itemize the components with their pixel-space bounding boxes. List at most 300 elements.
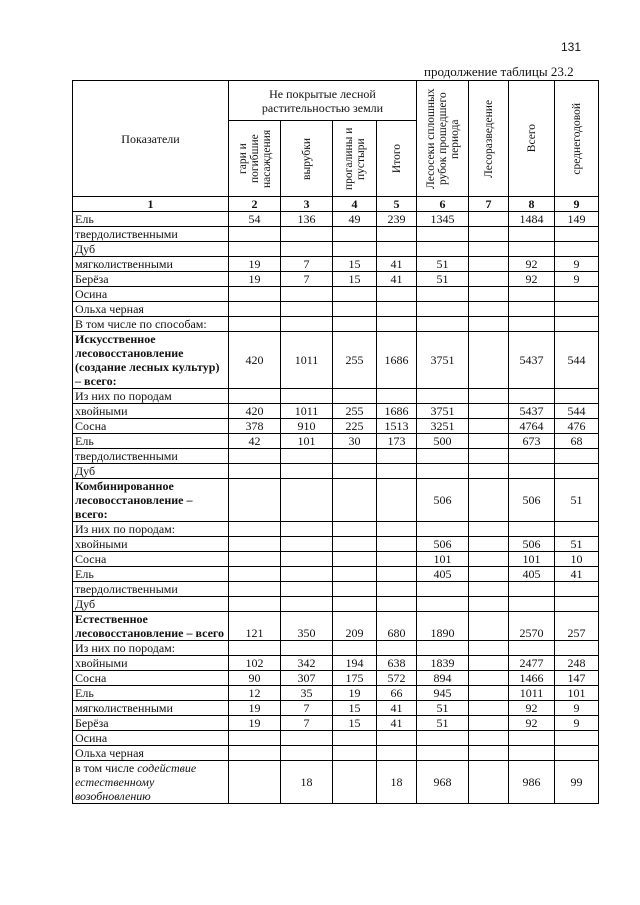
table-cell [281,537,333,552]
row-label: Из них по породам [73,389,229,404]
table-row [73,434,599,449]
table-cell: 19 [229,716,281,731]
table-cell: 15 [333,257,377,272]
row-label: твердолиственными [73,582,229,597]
table-cell: 1011 [509,686,555,701]
table-cell: 378 [229,419,281,434]
row-label: Ольха черная [73,746,229,761]
table-cell: 51 [417,257,469,272]
table-cell: 248 [555,656,599,671]
table-cell: 3751 [417,332,469,389]
table-cell [417,597,469,612]
column-number: 9 [555,197,599,212]
table-cell [377,641,417,656]
table-cell [281,464,333,479]
table-cell [281,479,333,522]
table-cell [555,242,599,257]
table-cell [417,731,469,746]
table-cell [281,522,333,537]
table-cell [469,716,509,731]
table-row [73,701,599,716]
row-label: Сосна [73,552,229,567]
table-cell [469,434,509,449]
table-cell: 209 [333,612,377,641]
table-cell [555,287,599,302]
table-cell [333,746,377,761]
table-cell [281,597,333,612]
table-cell [509,242,555,257]
table-cell [417,389,469,404]
table-cell: 544 [555,332,599,389]
header-col-6: Лесосеки сплошных рубок прошедшего периода [417,81,469,197]
table-cell: 41 [377,716,417,731]
table-cell [333,389,377,404]
table-cell [229,242,281,257]
table-row [73,612,599,641]
table-cell [229,317,281,332]
row-label: Ель [73,434,229,449]
table-cell [229,597,281,612]
table-cell [417,227,469,242]
table-row [73,332,599,389]
column-numbers-row [73,197,599,212]
table-cell [417,641,469,656]
table-cell: 9 [555,257,599,272]
table-row [73,522,599,537]
table-cell [509,597,555,612]
table-row [73,537,599,552]
table-cell [333,597,377,612]
table-cell: 49 [333,212,377,227]
table-cell [281,317,333,332]
table-cell: 350 [281,612,333,641]
table-row [73,317,599,332]
table-cell [555,389,599,404]
table-row [73,287,599,302]
table-cell [469,597,509,612]
table-cell: 2570 [509,612,555,641]
column-number: 1 [73,197,229,212]
table-caption: продолжение таблицы 23.2 [424,64,574,79]
table-cell: 1839 [417,656,469,671]
table-cell: 92 [509,716,555,731]
table-cell: 476 [555,419,599,434]
row-label: Сосна [73,419,229,434]
table-cell [281,552,333,567]
table-cell [509,746,555,761]
table-cell [469,302,509,317]
table-cell [229,464,281,479]
table-cell [229,731,281,746]
table-cell [555,449,599,464]
table-row [73,641,599,656]
table-cell: 7 [281,716,333,731]
row-label: твердолиственными [73,449,229,464]
table-cell [333,479,377,522]
table-cell [469,317,509,332]
table-cell: 1011 [281,332,333,389]
row-label: Ель [73,686,229,701]
table-row [73,656,599,671]
table-cell: 544 [555,404,599,419]
table-cell [509,522,555,537]
table-row [73,212,599,227]
table-cell: 1890 [417,612,469,641]
table-cell: 102 [229,656,281,671]
header-col-7: Лесоразведение [469,81,509,197]
column-number: 3 [281,197,333,212]
table-cell [469,671,509,686]
table-cell: 638 [377,656,417,671]
table-cell [555,302,599,317]
table-cell [333,287,377,302]
table-cell [469,656,509,671]
table-cell: 673 [509,434,555,449]
table-cell [229,479,281,522]
table-cell [417,449,469,464]
row-label: Дуб [73,464,229,479]
table-cell: 92 [509,272,555,287]
table-cell [333,464,377,479]
data-table [72,80,599,804]
table-cell: 41 [377,257,417,272]
table-cell [281,731,333,746]
row-label: Берёза [73,272,229,287]
table-cell: 101 [555,686,599,701]
table-cell: 255 [333,404,377,419]
row-label: Из них по породам: [73,641,229,656]
table-cell [469,404,509,419]
table-cell [333,567,377,582]
table-cell [281,287,333,302]
table-cell [555,731,599,746]
header-indicators: Показатели [73,81,229,197]
table-cell: 12 [229,686,281,701]
table-cell: 1686 [377,332,417,389]
table-cell: 19 [333,686,377,701]
table-cell: 51 [417,716,469,731]
table-cell: 101 [417,552,469,567]
table-cell [229,302,281,317]
row-label [73,761,229,804]
table-cell [281,227,333,242]
table-cell [555,582,599,597]
table-cell: 66 [377,686,417,701]
table-cell: 506 [509,479,555,522]
table-cell: 342 [281,656,333,671]
table-cell: 255 [333,332,377,389]
table-cell: 680 [377,612,417,641]
table-cell: 1011 [281,404,333,419]
table-cell: 307 [281,671,333,686]
row-label: Ель [73,212,229,227]
table-cell: 92 [509,701,555,716]
table-cell: 92 [509,257,555,272]
row-label: мягколиственными [73,701,229,716]
table-cell [469,731,509,746]
table-cell [333,537,377,552]
table-cell [377,552,417,567]
table-row [73,227,599,242]
table-cell [555,522,599,537]
row-label: Из них по породам: [73,522,229,537]
row-label: Естественное лесовосстановление – всего [73,612,229,641]
table-cell: 35 [281,686,333,701]
row-label: хвойными [73,656,229,671]
table-row [73,479,599,522]
table-cell [229,641,281,656]
table-cell [469,567,509,582]
row-label: Сосна [73,671,229,686]
row-label: Осина [73,731,229,746]
table-cell: 1484 [509,212,555,227]
table-row [73,567,599,582]
table-cell: 41 [555,567,599,582]
table-cell [377,287,417,302]
table-cell: 968 [417,761,469,804]
table-cell: 1345 [417,212,469,227]
table-cell [555,464,599,479]
table-row [73,716,599,731]
table-cell: 1686 [377,404,417,419]
table-cell: 194 [333,656,377,671]
table-cell: 147 [555,671,599,686]
table-cell [281,242,333,257]
table-cell [377,242,417,257]
table-cell [229,582,281,597]
table-cell: 225 [333,419,377,434]
table-cell [229,449,281,464]
table-cell [417,317,469,332]
table-cell [281,302,333,317]
table-cell [377,389,417,404]
table-cell [555,641,599,656]
table-cell [509,582,555,597]
table-cell [469,212,509,227]
table-cell: 5437 [509,404,555,419]
table-cell: 4764 [509,419,555,434]
table-cell [469,522,509,537]
row-label-italic: содействие естественному возобновлению [75,761,197,803]
row-label: Комбинированное лесовосстановление – всего: [73,479,229,522]
header-col-9: среднегодовой [555,81,599,197]
table-cell [469,582,509,597]
table-cell: 257 [555,612,599,641]
column-number: 4 [333,197,377,212]
table-cell [229,552,281,567]
table-cell [509,389,555,404]
table-cell [417,287,469,302]
table-cell [509,641,555,656]
row-label: Ольха черная [73,302,229,317]
table-cell [469,272,509,287]
table-cell [469,419,509,434]
table-cell [229,567,281,582]
header-col-4: прогалины и пустыри [333,121,377,197]
table-cell: 54 [229,212,281,227]
table-cell: 15 [333,272,377,287]
table-cell [509,302,555,317]
table-cell: 10 [555,552,599,567]
table-cell [469,257,509,272]
column-number: 2 [229,197,281,212]
table-cell: 68 [555,434,599,449]
table-row [73,552,599,567]
table-cell [333,582,377,597]
table-cell [281,449,333,464]
table-cell [509,317,555,332]
table-cell [377,227,417,242]
table-cell: 405 [509,567,555,582]
table-cell: 51 [555,479,599,522]
table-cell: 41 [377,701,417,716]
table-cell: 19 [229,272,281,287]
table-cell [229,389,281,404]
table-cell [333,317,377,332]
table-row [73,671,599,686]
table-cell: 2477 [509,656,555,671]
table-cell: 51 [417,272,469,287]
table-cell [377,731,417,746]
table-cell: 945 [417,686,469,701]
table-cell [333,761,377,804]
row-label: Искусственное лесовосстановление (создание лесных культур) – всего: [73,332,229,389]
table-cell [417,302,469,317]
table-cell: 41 [377,272,417,287]
table-cell [469,449,509,464]
table-cell [333,227,377,242]
table-cell [377,522,417,537]
table-cell: 18 [281,761,333,804]
table-row [73,464,599,479]
table-cell [469,537,509,552]
table-cell: 894 [417,671,469,686]
table-cell [469,686,509,701]
header-col-8: Всего [509,81,555,197]
table-cell [281,567,333,582]
row-label: Берёза [73,716,229,731]
table-cell [377,597,417,612]
table-cell: 51 [417,701,469,716]
row-label-prefix: в том числе [75,761,138,775]
table-cell [333,242,377,257]
table-cell [281,582,333,597]
table-cell [469,641,509,656]
table-cell [377,317,417,332]
table-cell [469,761,509,804]
table-row [73,761,599,804]
table-cell [377,464,417,479]
table-cell [377,449,417,464]
table-cell [469,612,509,641]
column-number: 7 [469,197,509,212]
table-cell: 9 [555,272,599,287]
table-cell [377,567,417,582]
table-cell [333,641,377,656]
table-cell: 7 [281,257,333,272]
row-label: Дуб [73,242,229,257]
table-cell [509,464,555,479]
table-cell: 506 [417,479,469,522]
table-cell [417,582,469,597]
table-cell [333,302,377,317]
table-cell: 3751 [417,404,469,419]
column-number: 6 [417,197,469,212]
table-cell [469,552,509,567]
table-cell [469,227,509,242]
row-label: хвойными [73,537,229,552]
table-cell [509,287,555,302]
table-cell [229,287,281,302]
table-cell [469,746,509,761]
table-cell [333,449,377,464]
table-cell [469,389,509,404]
table-cell: 175 [333,671,377,686]
table-cell [555,597,599,612]
table-cell: 405 [417,567,469,582]
table-cell: 7 [281,272,333,287]
table-cell [469,287,509,302]
table-cell [469,332,509,389]
table-cell [555,227,599,242]
row-label: Дуб [73,597,229,612]
table-cell: 101 [281,434,333,449]
table-cell: 5437 [509,332,555,389]
table-cell [281,641,333,656]
table-cell [509,449,555,464]
table-cell: 149 [555,212,599,227]
table-row [73,272,599,287]
row-label: мягколиственными [73,257,229,272]
table-row [73,389,599,404]
table-cell [281,389,333,404]
table-cell: 9 [555,716,599,731]
table-cell [509,731,555,746]
header-col-2: гари и погибшие насаждения [229,121,281,197]
table-cell: 9 [555,701,599,716]
table-cell: 572 [377,671,417,686]
table-cell: 1513 [377,419,417,434]
table-cell: 500 [417,434,469,449]
table-cell: 506 [509,537,555,552]
table-cell: 42 [229,434,281,449]
table-row [73,449,599,464]
row-label: В том числе по способам: [73,317,229,332]
page-number: 131 [561,40,582,54]
table-cell: 910 [281,419,333,434]
table-body [73,212,599,804]
table-cell [229,537,281,552]
table-cell [333,552,377,567]
table-cell [417,464,469,479]
table-cell [469,479,509,522]
table-cell: 506 [417,537,469,552]
table-cell: 986 [509,761,555,804]
table-cell: 3251 [417,419,469,434]
table-cell: 15 [333,701,377,716]
table-cell [377,537,417,552]
table-cell [555,746,599,761]
table-cell [229,761,281,804]
table-cell [417,746,469,761]
column-number: 8 [509,197,555,212]
table-cell: 239 [377,212,417,227]
table-cell [333,522,377,537]
table-row [73,746,599,761]
table-cell: 136 [281,212,333,227]
table-cell: 90 [229,671,281,686]
column-number: 5 [377,197,417,212]
